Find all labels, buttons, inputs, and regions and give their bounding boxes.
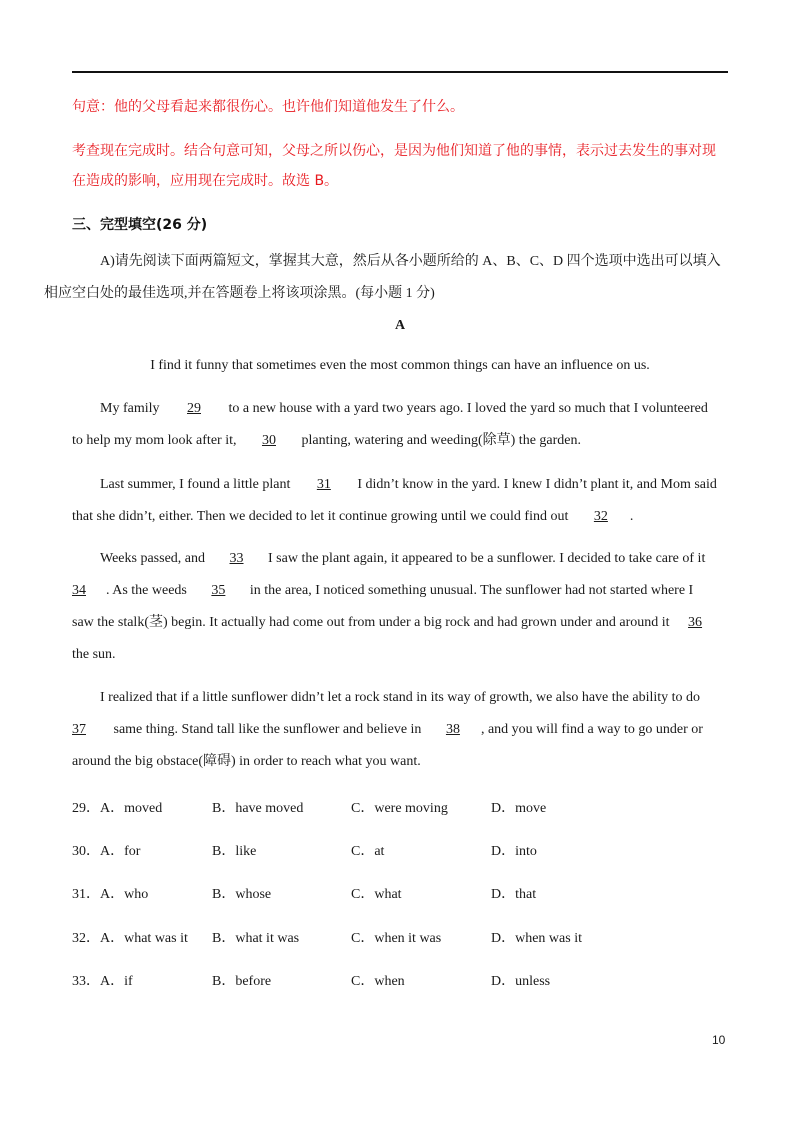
- p1-text-d: planting, watering and weeding(除草) the garden.: [297, 433, 582, 448]
- p2-text-d: .: [629, 509, 634, 524]
- explanation-sentence-meaning: 句意：他的父母看起来都很伤心。也许他们知道他发生了什么。: [72, 99, 464, 115]
- question-29-option-c[interactable]: C．were moving: [351, 801, 448, 816]
- question-29-option-b[interactable]: B．have moved: [212, 801, 304, 816]
- p4-text-d: around the big obstace(障碍) in order to reach what you want.: [72, 754, 421, 769]
- p3-text-a: Weeks passed, and: [100, 551, 209, 566]
- question-32-option-c[interactable]: C．when it was: [351, 931, 442, 946]
- question-33-option-d[interactable]: D．unless: [491, 974, 551, 989]
- question-30-option-b[interactable]: B．like: [212, 844, 257, 859]
- p1-text-c: to help my mom look after it,: [72, 433, 240, 448]
- question-31-option-d[interactable]: D．that: [491, 887, 537, 902]
- question-32-option-d[interactable]: D．when was it: [491, 931, 582, 946]
- blank-33: 33: [229, 551, 244, 566]
- question-31-option-c[interactable]: C．what: [351, 887, 402, 902]
- instructions: [44, 246, 728, 310]
- p2-text-b: I didn’t know in the yard. I knew I didn’t plant it, and Mom said: [353, 477, 717, 492]
- explanation-analysis-line-1: 考查现在完成时。结合句意可知，父母之所以伤心，是因为他们知道了他的事情，表示过去发生的事对现: [72, 143, 716, 159]
- question-30-option-a[interactable]: 30．A．for: [72, 844, 141, 859]
- instructions-line-1: A)请先阅读下面两篇短文，掌握其大意，然后从各小题所给的 A、B、C、D 四个选项中选出可以填入: [100, 254, 721, 269]
- question-31-option-b[interactable]: B．whose: [212, 887, 272, 902]
- question-32-option-b[interactable]: B．what it was: [212, 931, 300, 946]
- section-heading: 三、完型填空(26 分): [72, 217, 208, 233]
- question-33-option-a[interactable]: 33．A．if: [72, 974, 133, 989]
- blank-34: 34: [72, 583, 86, 598]
- p4-text-c: , and you will find a way to go under or: [480, 722, 703, 737]
- blank-37: 37: [72, 722, 86, 737]
- p3-text-e: saw the stalk(茎) begin. It actually had come out from under a big rock and had grown under and around it: [72, 615, 674, 630]
- blank-29: 29: [187, 401, 201, 416]
- explanation-analysis-line-2: 在造成的影响，应用现在完成时。故选 B。: [72, 173, 339, 189]
- p4-text-b: same thing. Stand tall like the sunflower and believe in: [110, 722, 425, 737]
- passage-paragraph-3: [72, 543, 728, 671]
- p2-text-a: Last summer, I found a little plant: [100, 477, 294, 492]
- p3-text-b: I saw the plant again, it appeared to be a sunflower. I decided to take care of it: [264, 551, 706, 566]
- question-31: [72, 883, 728, 903]
- question-33-option-b[interactable]: B．before: [212, 974, 272, 989]
- question-31-option-a[interactable]: 31．A．who: [72, 887, 149, 902]
- blank-30: 30: [261, 433, 276, 448]
- blank-35: 35: [211, 583, 226, 598]
- question-29-option-d[interactable]: D．move: [491, 801, 547, 816]
- page-number: 10: [712, 1033, 726, 1047]
- question-32: [72, 927, 728, 947]
- question-30-option-c[interactable]: C．at: [351, 844, 385, 859]
- question-32-option-a[interactable]: 32．A．what was it: [72, 931, 188, 946]
- question-30-option-d[interactable]: D．into: [491, 844, 537, 859]
- passage-paragraph-2: [72, 469, 728, 533]
- blank-32: 32: [593, 509, 608, 524]
- p1-text-a: My family: [100, 401, 163, 416]
- p2-text-c: that she didn’t, either. Then we decided to let it continue growing until we could find out: [72, 509, 572, 524]
- p3-text-c: . As the weeds: [106, 583, 191, 598]
- blank-31: 31: [316, 477, 331, 492]
- question-33-option-c[interactable]: C．when: [351, 974, 405, 989]
- blank-36: 36: [688, 615, 703, 630]
- header-rule: [72, 71, 728, 73]
- p4-text-a: I realized that if a little sunflower didn’t let a rock stand in its way of growth, we also have the ability to do: [100, 690, 701, 705]
- blank-38: 38: [445, 722, 460, 737]
- p3-text-d: in the area, I noticed something unusual. The sunflower had not started where I: [246, 583, 694, 598]
- question-29: [72, 797, 728, 817]
- instructions-line-2: 相应空白处的最佳选项,并在答题卷上将该项涂黑。(每小题 1 分): [44, 286, 435, 301]
- p3-text-f: the sun.: [72, 647, 116, 662]
- p1-text-b: to a new house with a yard two years ago. I loved the yard so much that I volunteered: [225, 401, 708, 416]
- question-30: [72, 840, 728, 860]
- question-33: [72, 970, 728, 990]
- question-29-option-a[interactable]: 29．A．moved: [72, 801, 163, 816]
- passage-paragraph-1: [72, 393, 728, 457]
- passage-paragraph-4: [72, 682, 728, 778]
- passage-intro: I find it funny that sometimes even the most common things can have an influence on us.: [150, 358, 650, 373]
- passage-label: A: [394, 318, 406, 333]
